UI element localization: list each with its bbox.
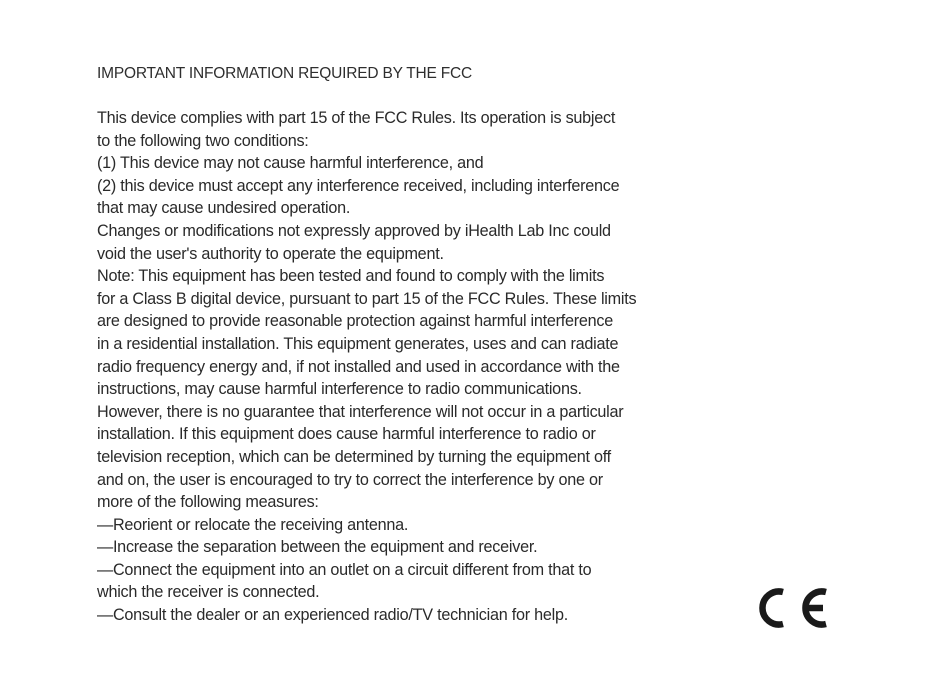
text-line: to the following two conditions:	[97, 131, 309, 150]
text-line: are designed to provide reasonable protection against harmful interference	[97, 312, 614, 331]
text-line: which the receiver is connected.	[97, 583, 320, 602]
text-line: —Increase the separation between the equipment and receiver.	[97, 538, 538, 557]
text-line: radio frequency energy and, if not installed and used in accordance with the	[97, 357, 620, 376]
text-line: —Reorient or relocate the receiving antenna.	[97, 515, 409, 534]
text-line: void the user's authority to operate the equipment.	[97, 244, 444, 263]
text-line: installation. If this equipment does cause harmful interference to radio or	[97, 425, 596, 444]
text-line: Changes or modifications not expressly approved by iHealth Lab Inc could	[97, 221, 611, 240]
text-line: However, there is no guarantee that interference will not occur in a particular	[97, 402, 624, 421]
text-line: This device complies with part 15 of the FCC Rules. Its operation is subject	[97, 109, 616, 127]
page-heading: IMPORTANT INFORMATION REQUIRED BY THE FCC	[97, 65, 473, 82]
text-line: that may cause undesired operation.	[97, 199, 351, 218]
text-line: more of the following measures:	[97, 493, 319, 512]
ce-mark-icon	[752, 586, 828, 630]
text-line: (2) this device must accept any interference received, including interference	[97, 176, 620, 195]
text-line: —Consult the dealer or an experienced radio/TV technician for help.	[97, 606, 568, 625]
text-line: —Connect the equipment into an outlet on a circuit different from that to	[97, 560, 592, 579]
text-line: Note: This equipment has been tested and found to comply with the limits	[97, 267, 605, 286]
fcc-statement-body	[97, 107, 717, 627]
text-line: and on, the user is encouraged to try to correct the interference by one or	[97, 470, 603, 489]
text-line: instructions, may cause harmful interference to radio communications.	[97, 380, 582, 399]
text-line: for a Class B digital device, pursuant to part 15 of the FCC Rules. These limits	[97, 289, 637, 308]
text-line: in a residential installation. This equipment generates, uses and can radiate	[97, 334, 619, 353]
text-line: television reception, which can be determined by turning the equipment off	[97, 447, 611, 466]
text-line: (1) This device may not cause harmful interference, and	[97, 154, 484, 173]
